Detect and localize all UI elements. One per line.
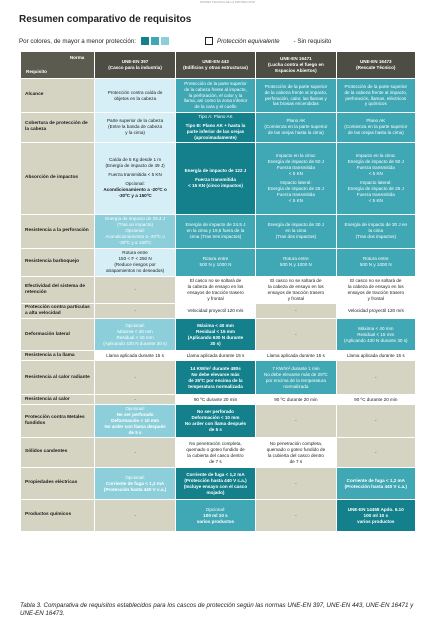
requirement-cell — [256, 395, 335, 404]
cell-line: 7 KW/m² durante 1 min — [272, 365, 320, 371]
requirement-cell — [256, 277, 335, 303]
requirement-cell — [337, 361, 415, 394]
cell-line: Deformación < 10 mm — [111, 418, 160, 424]
requirement-cell — [176, 143, 255, 214]
requirement-label: Resistencia a la llama — [21, 351, 94, 360]
legend-none-label: - Sin requisito — [293, 37, 332, 45]
cell-line: ensayos de tracción trasero — [267, 289, 325, 295]
requirement-label: Cobertura de protección de la cabeza — [21, 113, 94, 142]
cell-line: Caída de 5 Kg desde 1 m — [109, 157, 162, 163]
cell-line: - — [134, 286, 136, 292]
requirement-cell — [337, 438, 415, 467]
cell-line: Protección de la parte superior — [344, 83, 408, 89]
cell-line: Fuerza transmitida — [276, 191, 315, 197]
cell-line: por encima de la temperatura — [265, 377, 326, 383]
cell-line: mojado) — [206, 489, 225, 495]
cell-line: Velocidad proyectil 120 m/s — [187, 308, 244, 313]
color-legend — [19, 37, 331, 45]
cell-line: El casco no se soltará de — [270, 277, 322, 283]
cell-line: Opcional: — [125, 228, 145, 234]
requirement-cell — [337, 143, 415, 214]
cell-line: cima (Tras tres impactos) — [189, 234, 242, 240]
requirement-cell — [176, 319, 255, 350]
cell-line: (Protección hasta 440 V c.a.) — [103, 486, 167, 492]
cell-line: llama; así como la zona inferior — [183, 98, 248, 104]
cell-line: No debe elevarse más de 25ºC — [264, 371, 328, 377]
cell-line: (Tras dos impactos) — [355, 234, 396, 240]
cell-line: Llama aplicada durante 15 s — [106, 352, 164, 358]
cell-line: < 15 KN (cinco impactos) — [188, 182, 243, 188]
cell-line: Energía de impacto de 25 J — [267, 185, 324, 191]
cell-line: la cima — [368, 228, 384, 234]
cell-line: 90 ºC durante 20 min — [274, 396, 318, 402]
requirement-label: Protección contra Metales fundidos — [21, 405, 94, 437]
cell-line: Energía de impacto de 122 J — [184, 167, 247, 173]
cell-line: - — [295, 331, 297, 337]
requirement-cell — [256, 438, 335, 467]
requirement-cell — [337, 79, 415, 112]
cell-line: Energía de impacto de 29,4 J — [105, 216, 166, 222]
cell-line: y frontal — [367, 295, 384, 301]
requirement-cell — [337, 405, 415, 437]
requirement-cell — [176, 395, 255, 404]
cell-line: Deformación < 10 mm — [191, 415, 240, 421]
requirement-cell — [176, 468, 255, 499]
cell-line: Rotura entre — [202, 256, 229, 262]
cell-line: No ser perforado — [196, 409, 234, 415]
cell-line: No debe elevarse más — [191, 371, 240, 377]
cell-line: Corriente de fuga < 1,2 mA — [105, 480, 165, 486]
column-header — [176, 52, 255, 78]
corner-norma-label: Norma — [69, 55, 85, 60]
requirement-label: Resistencia barboquejo — [21, 249, 94, 276]
cell-line: (Protección hasta 440 V c.a.) — [184, 477, 247, 483]
cell-line: de la cabeza frente al impacto, — [264, 89, 328, 95]
requirement-cell — [176, 500, 255, 531]
requirement-label: Absorción de impactos — [21, 143, 94, 214]
cell-line: - — [134, 308, 136, 313]
cell-line: Llama aplicada durante 15 s — [267, 352, 325, 358]
cell-line: Corriente de fuga < 1,2 mA — [346, 477, 405, 483]
cell-line: 100 ml 10 s — [363, 512, 389, 518]
cell-line: El casco no se soltará de — [189, 277, 242, 283]
requirement-cell — [95, 405, 174, 437]
cell-line: - — [134, 374, 136, 380]
cell-line: Plano AK — [366, 118, 386, 124]
cell-line: Fuerza transmitida — [356, 164, 395, 170]
requirement-cell — [176, 405, 255, 437]
table-caption: Tabla 3. Comparativa de requisitos establecidos para los cascos de protección según las normas UNE-EN 397, UNE-EN 443, UNE-EN 16471 y UNE-EN 16473. — [20, 602, 414, 618]
cell-line: Máxima < 40 mm — [117, 328, 153, 334]
cell-line: Residual < 15 mm — [116, 334, 154, 340]
table-row — [21, 405, 415, 437]
requirement-cell — [95, 79, 174, 112]
column-header — [256, 52, 335, 78]
cell-line: (Comienza en la parte superior — [264, 124, 328, 130]
cell-line: en la cima — [285, 228, 307, 234]
cell-line: - — [134, 396, 136, 402]
requirement-cell — [95, 361, 174, 394]
cell-line: Protección contra caída de — [107, 89, 163, 95]
cell-line: (Aplicando 630 N durante — [187, 334, 244, 340]
cell-line: Energía de impacto de 50 J — [267, 158, 324, 164]
requirement-cell — [95, 500, 174, 531]
cell-line: objetos en la cabeza — [114, 95, 157, 101]
cell-line: Energía de impacto de 30 J — [267, 222, 324, 228]
cell-line: 500 N y 1000 N — [359, 262, 392, 268]
cell-line: de 5 s — [128, 430, 142, 436]
table-row — [21, 438, 415, 467]
requirement-cell — [256, 351, 335, 360]
cell-line: ensayos de tracción trasero — [187, 289, 244, 295]
cell-line: Máxima < 40 mm — [358, 325, 394, 331]
column-scope: (Rescate Técnico) — [356, 65, 396, 70]
requirement-cell — [176, 438, 255, 467]
cell-line: Opcional: — [125, 406, 145, 412]
cell-line: No arder con llama después — [184, 421, 247, 427]
table-row — [21, 500, 415, 531]
cell-line: (aproximadamente) — [194, 134, 237, 140]
cell-line: UNE-EN 14458 Apdo. 6.10 — [347, 506, 404, 512]
cell-line: Velocidad proyectil 120 m/s — [347, 308, 404, 313]
cell-line: -30ºC y a 150ºC — [118, 193, 152, 199]
table-row — [21, 215, 415, 248]
cell-line: Rotura entre — [283, 256, 309, 262]
cell-line: Protección de la parte superior — [264, 83, 328, 89]
cell-line: - — [134, 449, 136, 455]
cell-line: Energía de impacto de 50 J — [347, 158, 404, 164]
cell-line: varios productos — [357, 518, 395, 524]
requirement-cell — [176, 79, 255, 112]
requirement-label: Resistencia al calor radiante — [21, 361, 94, 394]
cell-line: de la cara y el cuello — [194, 104, 237, 110]
requirement-cell — [337, 468, 415, 499]
corner-requisito-label: Requisito — [26, 69, 47, 75]
requirement-label: Resistencia al calor — [21, 395, 94, 404]
cell-line: - — [295, 480, 297, 486]
cell-line: de 7 s — [289, 458, 303, 464]
requirement-cell — [256, 215, 335, 248]
table-row — [21, 361, 415, 394]
cell-line: Rotura entre — [363, 256, 389, 262]
requirement-cell — [337, 113, 415, 142]
cell-line: de la cabeza frente al impacto, — [344, 89, 408, 95]
cell-line: El casco no se soltará de — [350, 277, 402, 283]
cell-line: 150 < F < 250 N — [118, 256, 152, 262]
cell-line: 90 ºC durante 20 min — [354, 396, 398, 402]
cell-line: - — [375, 449, 377, 455]
table-row — [21, 468, 415, 499]
cell-line: Impacto en la cima: — [275, 153, 316, 158]
requirement-cell — [337, 319, 415, 350]
cell-line: Máxima < 40 mm — [197, 322, 234, 328]
requirement-cell — [256, 468, 335, 499]
cell-line: quemado o goteo fundido de — [186, 446, 245, 452]
cell-line: -30ºC y a 150ºC — [118, 240, 152, 246]
cell-line: Energía de impacto de 30 J en — [344, 222, 408, 228]
cell-line: de las orejas hasta la cima) — [347, 130, 404, 136]
requirement-cell — [176, 361, 255, 394]
cell-line: y la cima) — [125, 130, 145, 136]
requirement-cell — [337, 500, 415, 531]
legend-order-label: Por colores, de mayor a menor protección: — [19, 37, 136, 45]
requirement-cell — [256, 143, 335, 214]
cell-line: < 5 KN — [288, 197, 303, 203]
requirement-label: Productos químicos — [21, 500, 94, 531]
legend-swatch-medium — [151, 37, 159, 45]
requirement-label: Propiedades eléctricas — [21, 468, 94, 499]
cell-line: < 5 KN — [368, 197, 383, 203]
cell-line: normalizada — [283, 383, 309, 389]
cell-line: Plano AK — [286, 118, 306, 124]
requirement-cell — [256, 79, 335, 112]
requirement-cell — [256, 113, 335, 142]
requirement-cell — [176, 351, 255, 360]
requirement-cell — [337, 277, 415, 303]
legend-equivalent-label: Protección equivalente — [216, 37, 280, 45]
table-row — [21, 351, 415, 360]
table-row — [21, 395, 415, 404]
cell-line: Llama aplicada durante 15 s — [186, 352, 245, 358]
cell-line: 30 s) — [210, 340, 221, 346]
cell-line: la perforación, el calor y la — [188, 92, 243, 98]
table-row — [21, 113, 415, 142]
legend-swatch-equivalent — [205, 37, 213, 45]
requirement-label: Resistencia a la perforación — [21, 215, 94, 248]
cell-line: (Aplicando 430 N durante 30 s) — [344, 337, 408, 343]
cell-line: en la cima y 19,5 fuera de la — [186, 228, 245, 234]
cell-line: y químicos — [364, 101, 387, 107]
cell-line: la cubierta del casco dentro — [267, 452, 324, 458]
requirement-cell — [95, 143, 174, 214]
requirement-cell — [95, 395, 174, 404]
cell-line: (Tras dos impactos) — [275, 234, 317, 240]
requirement-cell — [95, 215, 174, 248]
requirement-label: Deformación lateral — [21, 319, 94, 350]
cell-line: y frontal — [287, 295, 305, 301]
table-row — [21, 304, 415, 318]
cell-line: atrapamientos no deseados) — [105, 268, 165, 274]
cell-line: quemado o goteo fundido de — [266, 446, 326, 452]
requirement-cell — [337, 351, 415, 360]
requirement-label: Sólidos candentes — [21, 438, 94, 467]
cell-line: (Aplicando 430 N durante 30 s) — [103, 340, 167, 346]
requirement-cell — [95, 113, 174, 142]
cell-line: de la cabeza frente al impacto, — [184, 86, 247, 92]
table-row — [21, 143, 415, 214]
column-scope: (Edificios y otras estructuras) — [183, 65, 248, 70]
cell-line: 90 ºC durante 20 min — [193, 396, 238, 402]
requirement-cell — [95, 319, 174, 350]
legend-swatch-high — [141, 37, 149, 45]
requirement-cell — [176, 304, 255, 318]
cell-line: de 5 s — [208, 427, 222, 433]
cell-line: la cabeza de ensayo en los — [187, 283, 244, 289]
cell-line: (Tras un impacto) — [117, 222, 153, 228]
requirement-cell — [337, 395, 415, 404]
cell-line: - — [295, 512, 297, 518]
table-row — [21, 319, 415, 350]
table-row — [21, 249, 415, 276]
requirement-label: Efectividad del sistema de retención — [21, 277, 94, 303]
requirement-cell — [256, 249, 335, 276]
cell-line: - — [134, 512, 136, 518]
cell-line: < 5 KN — [288, 170, 303, 176]
cell-line: No ser perforado — [116, 412, 154, 418]
cell-line: Acondicionamiento a -20ºC o — [103, 187, 167, 193]
column-norm: UNE-EN 16471 — [280, 56, 312, 62]
cell-line: ensayos de tracción trasero — [347, 289, 405, 295]
column-scope: (Casco para la industria) — [108, 65, 162, 70]
cell-line: perforación, llamas, eléctricos — [345, 95, 407, 101]
cell-line: Opcional: — [125, 181, 145, 187]
cell-line: (Comienza en la parte superior — [344, 124, 408, 130]
cell-line: temperatura normalizada — [188, 383, 243, 389]
requirement-cell — [256, 405, 335, 437]
cell-line: las brasas encendidas — [273, 101, 319, 107]
requirement-cell — [95, 249, 174, 276]
cell-line: la cabeza de ensayo en los — [347, 283, 404, 289]
page-title: Resumen comparativo de requisitos — [19, 14, 192, 25]
cell-line: - — [295, 308, 297, 313]
column-header — [95, 52, 174, 78]
cell-line: Impacto lateral: — [360, 179, 392, 185]
cell-line: la cabeza de ensayo en los — [268, 283, 324, 289]
cell-line: 100 ml 10 s — [203, 512, 228, 518]
cell-line: Energía de impacto de 25 J — [347, 185, 404, 191]
cell-line: Tipo A: Plano AK — [198, 114, 233, 119]
table-corner-cell — [21, 52, 94, 78]
cell-line: Opcional: — [205, 506, 226, 512]
requirement-cell — [337, 215, 415, 248]
cell-line: Rotura entre — [122, 250, 148, 256]
column-header — [337, 52, 415, 78]
cell-line: No penetración completa, — [189, 440, 242, 446]
cell-line: - — [295, 418, 297, 424]
cell-line: - — [375, 374, 377, 380]
cell-line: Fuerza transmitida — [356, 191, 395, 197]
table-row — [21, 277, 415, 303]
cell-line: perforación, calor, las llamas y — [264, 95, 327, 101]
cell-line: Residual < 15 mm — [196, 328, 235, 334]
requirement-cell — [176, 113, 255, 142]
column-scope: (Lucha contra el fuego en Espacios Abiertos) — [267, 62, 324, 73]
cell-line: (Entre la banda de cabeza — [108, 124, 163, 130]
requirement-cell — [95, 351, 174, 360]
cell-line: Energía de impacto de 24,5 J — [185, 222, 246, 228]
cell-line: Fuerza transmitida — [276, 164, 315, 170]
table-row — [21, 79, 415, 112]
cell-line: Opcional: — [125, 322, 145, 328]
cell-line: Protección de la parte superior — [184, 80, 247, 86]
cell-line: la cubierta del casco dentro — [187, 452, 244, 458]
cell-line: (Protección hasta 440 V c.a.) — [344, 483, 407, 489]
requirement-label: Protección contra partículas a alta velocidad — [21, 304, 94, 318]
cell-line: Acondicionamiento a -20ºC o — [105, 234, 165, 240]
cell-line: y frontal — [207, 295, 224, 301]
cell-line: (Energía de impacto de 49 J) — [105, 163, 165, 169]
cell-line: Fuerza transmitida < 5 KN — [108, 172, 162, 178]
cell-line: < 5 KN — [368, 170, 383, 176]
cell-line: 14 KW/m² durante 480s — [190, 365, 241, 371]
cell-line: de 25ºC por encima de la — [188, 377, 243, 383]
cell-line: Impacto lateral: — [280, 179, 312, 185]
cell-line: Tipo B: Plano AK + hasta la — [185, 122, 246, 128]
cell-line: Parte superior de la cabeza — [106, 118, 164, 124]
cell-line: varios productos — [196, 518, 235, 524]
cell-line: 500 N y 1000 N — [279, 262, 312, 268]
cell-line: No arder con llama después — [104, 424, 166, 430]
table-header-row — [21, 52, 415, 78]
cell-line: Impacto en la cima: — [355, 153, 396, 158]
requirement-cell — [95, 304, 174, 318]
requirement-cell — [256, 319, 335, 350]
requirement-cell — [256, 500, 335, 531]
column-norm: UNE-EN 16473 — [359, 59, 392, 65]
page-header-text: NORMA TECNICA DE LA PROTECCION — [200, 0, 255, 4]
requirement-cell — [337, 249, 415, 276]
column-norm: UNE-EN 397 — [121, 59, 149, 65]
legend-swatch-low — [161, 37, 169, 45]
table-body — [21, 79, 415, 531]
cell-line: Llama aplicada durante 15 s — [346, 352, 405, 358]
cell-line: No penetración completa, — [269, 440, 323, 446]
requirement-label: Alcance — [21, 79, 94, 112]
requirement-cell — [176, 215, 255, 248]
requirement-cell — [176, 249, 255, 276]
cell-line: Opcional: — [125, 474, 145, 480]
cell-line: Fuerza transmitida — [195, 176, 236, 182]
cell-line: Residual < 15 mm — [357, 331, 395, 337]
requirement-cell — [95, 438, 174, 467]
page-header-strip — [0, 0, 436, 6]
cell-line: (Incluye ensayo con el casco — [183, 483, 248, 489]
requirements-table — [20, 51, 416, 532]
cell-line: de las orejas hasta la cima) — [267, 130, 324, 136]
requirement-cell — [256, 304, 335, 318]
cell-line: de 7 s — [209, 458, 222, 464]
cell-line: 500 N y 1000 N — [199, 262, 232, 268]
requirement-cell — [95, 277, 174, 303]
cell-line: Corriente de fuga < 1,2 mA — [186, 471, 245, 477]
requirement-cell — [95, 468, 174, 499]
column-norm: UNE-EN 443 — [202, 59, 229, 65]
cell-line: parte inferior de las orejas — [186, 128, 245, 134]
requirement-cell — [337, 304, 415, 318]
cell-line: (Reduce riesgos por — [114, 262, 156, 268]
requirement-cell — [176, 277, 255, 303]
requirement-cell — [256, 361, 335, 394]
cell-line: - — [375, 418, 377, 424]
